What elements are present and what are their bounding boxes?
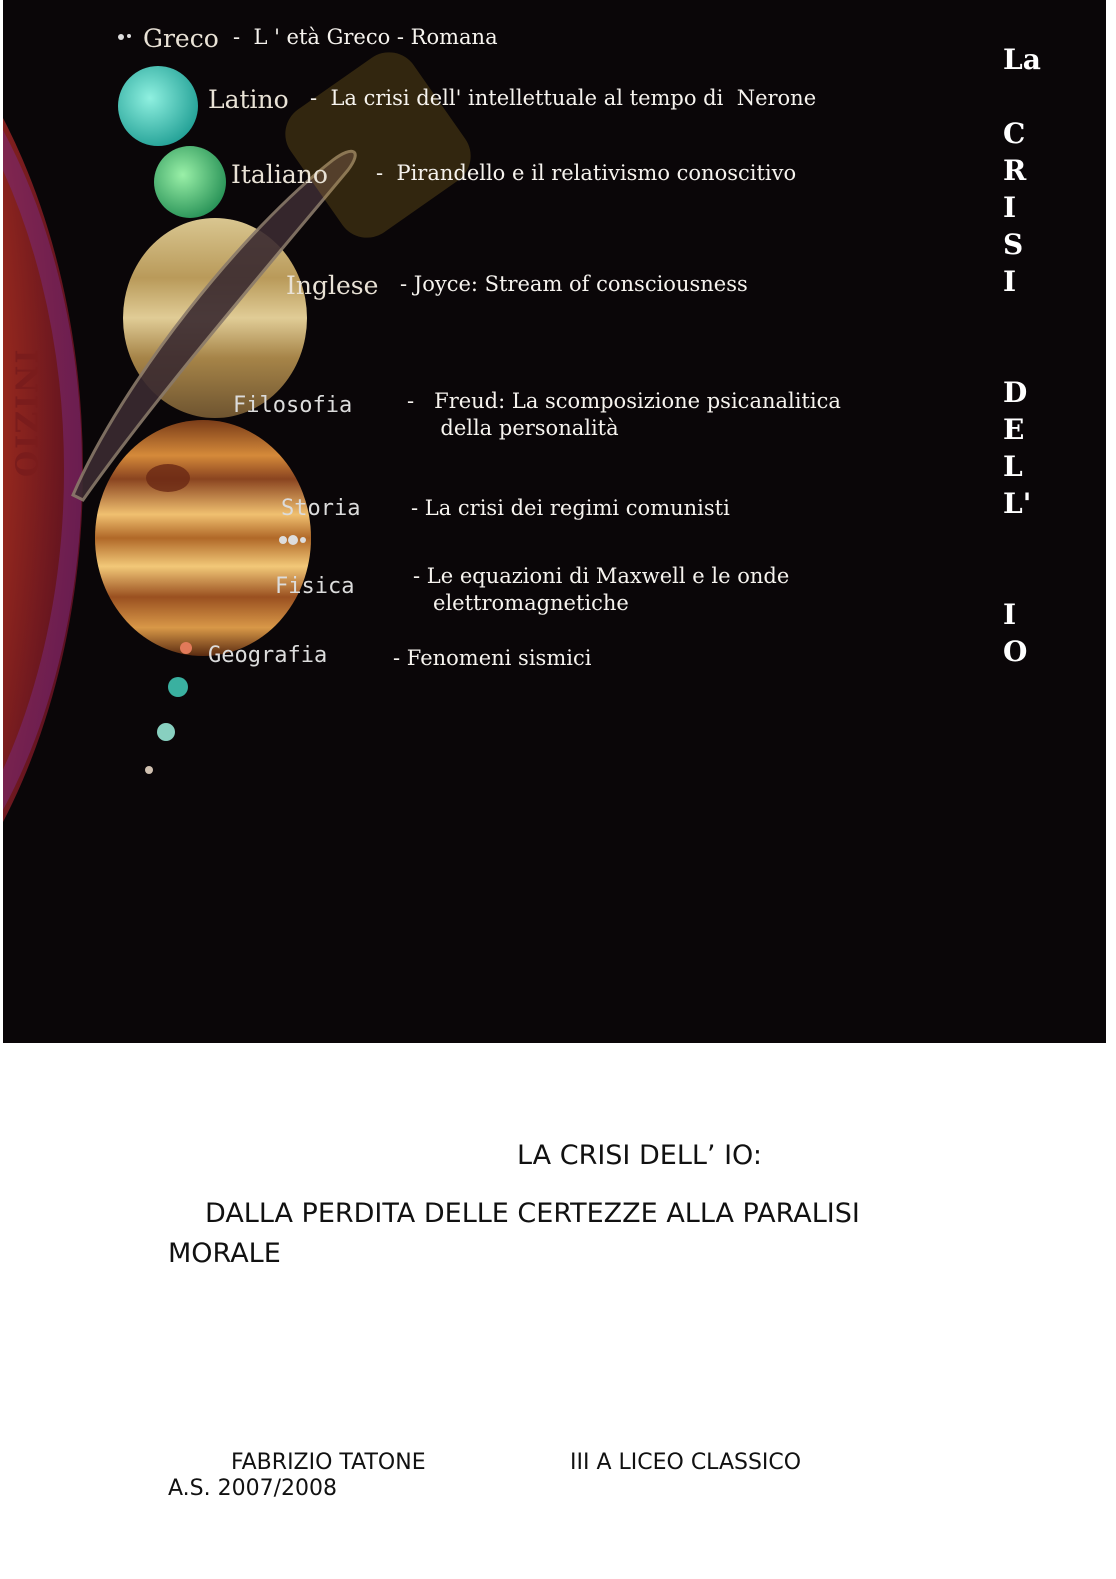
- document-subtitle-line1: DALLA PERDITA DELLE CERTEZZE ALLA PARALISI: [205, 1198, 860, 1229]
- planet-mars-shape: [180, 642, 192, 654]
- author-name: FABRIZIO TATONE: [231, 1450, 426, 1475]
- vertical-title-letter: E: [1003, 413, 1025, 446]
- planet-uranus-shape: [118, 66, 198, 146]
- subject-inglese: Inglese: [286, 271, 379, 300]
- subject-storia: Storia: [281, 496, 361, 521]
- class-label: III A LICEO CLASSICO: [570, 1450, 802, 1475]
- vertical-title-letter: S: [1003, 228, 1024, 261]
- document-subtitle-line2: MORALE: [168, 1238, 281, 1269]
- topic-latino: - La crisi dell' intellettuale al tempo di Nerone: [310, 86, 817, 110]
- vertical-title-letter: C: [1003, 117, 1026, 150]
- topic-filosofia: - Freud: La scomposizione psicanalitica della personalità: [407, 389, 841, 440]
- topic-fisica: - Le equazioni di Maxwell e le onde elettromagnetiche: [413, 564, 790, 615]
- topic-storia: - La crisi dei regimi comunisti: [411, 496, 730, 520]
- planet-earth-shape: [168, 677, 188, 697]
- document-title: LA CRISI DELL’ IO:: [517, 1140, 762, 1171]
- vertical-title-letter: I: [1003, 265, 1017, 298]
- school-year: A.S. 2007/2008: [168, 1476, 337, 1501]
- vertical-title-letter: I: [1003, 191, 1017, 224]
- topic-inglese: - Joyce: Stream of consciousness: [400, 272, 748, 296]
- subject-greco: Greco: [143, 24, 219, 53]
- subject-filosofia: Filosofia: [233, 393, 353, 418]
- vertical-title-la: La: [1003, 43, 1041, 76]
- subject-latino: Latino: [208, 85, 289, 114]
- vertical-title-letter: I: [1003, 598, 1017, 631]
- topic-greco: - L ' età Greco - Romana: [233, 25, 498, 49]
- side-label-inizio: INIZIO: [7, 349, 43, 480]
- planet-venus-shape: [157, 723, 175, 741]
- vertical-title-letter: L: [1003, 450, 1023, 483]
- subject-italiano: Italiano: [231, 160, 328, 189]
- cover-poster: [3, 0, 1106, 1043]
- planet-mercury-shape: [145, 766, 153, 774]
- planet-neptune-shape: [154, 146, 226, 218]
- vertical-title-letter: L': [1003, 487, 1032, 520]
- vertical-title-letter: R: [1003, 154, 1027, 187]
- subject-fisica: Fisica: [275, 574, 355, 599]
- planet-jupiter-shape: [95, 420, 311, 656]
- vertical-title-letter: O: [1003, 635, 1028, 668]
- vertical-title-letter: D: [1003, 376, 1028, 409]
- topic-italiano: - Pirandello e il relativismo conoscitivo: [376, 161, 797, 185]
- subject-geografia: Geografia: [208, 643, 328, 668]
- topic-geografia: - Fenomeni sismici: [393, 646, 592, 670]
